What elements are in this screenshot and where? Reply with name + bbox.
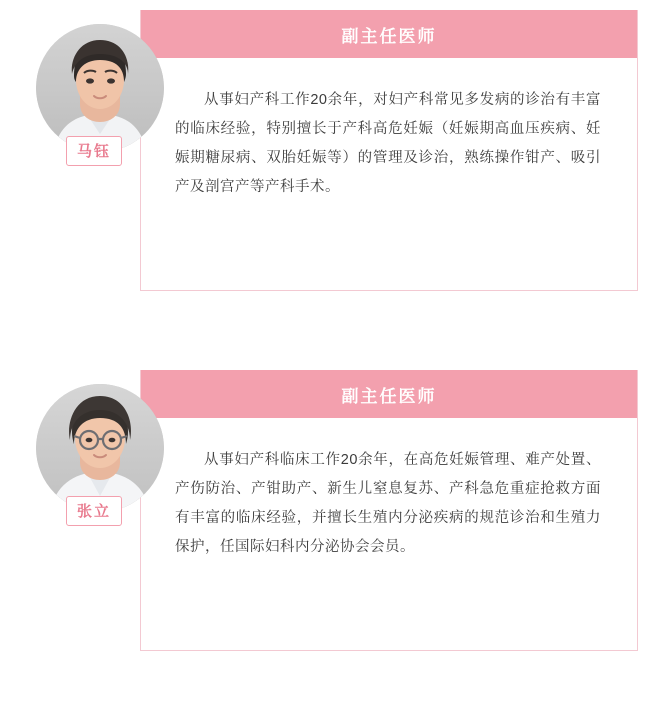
- doctor-title-bar: [141, 370, 637, 418]
- doctor-bio-container: [141, 418, 637, 650]
- doctor-title-bar: [141, 10, 637, 58]
- doctor-info-panel: [140, 10, 638, 291]
- doctor-bio-container: [141, 58, 637, 290]
- doctor-bio: 从事妇产科工作20余年，对妇产科常见多发病的诊治有丰富的临床经验，特别擅长于产科高危妊娠（妊娠期高血压疾病、妊娠期糖尿病、双胎妊娠等）的管理及诊治，熟练操作钳产、吸引产及剖宫产等产科手术。: [175, 92, 601, 195]
- doctor-name-badge: 马钰: [66, 136, 122, 166]
- doctor-portrait-icon: [36, 24, 164, 152]
- doctor-info-panel: [140, 370, 638, 651]
- avatar: [36, 24, 164, 152]
- doctor-title: 副主任医师: [341, 386, 437, 406]
- doctor-avatar-group: [36, 384, 164, 542]
- doctor-portrait-icon: [36, 384, 164, 512]
- avatar: [36, 384, 164, 512]
- doctor-avatar-group: [36, 24, 164, 182]
- doctor-bio: 从事妇产科临床工作20余年，在高危妊娠管理、难产处置、产伤防治、产钳助产、新生儿窒息复苏、产科急危重症抢救方面有丰富的临床经验，并擅长生殖内分泌疾病的规范诊治和生殖力保护，任国际妇科内分泌协会会员。: [175, 452, 601, 555]
- doctor-name-badge: 张立: [66, 496, 122, 526]
- doctor-title: 副主任医师: [341, 26, 437, 46]
